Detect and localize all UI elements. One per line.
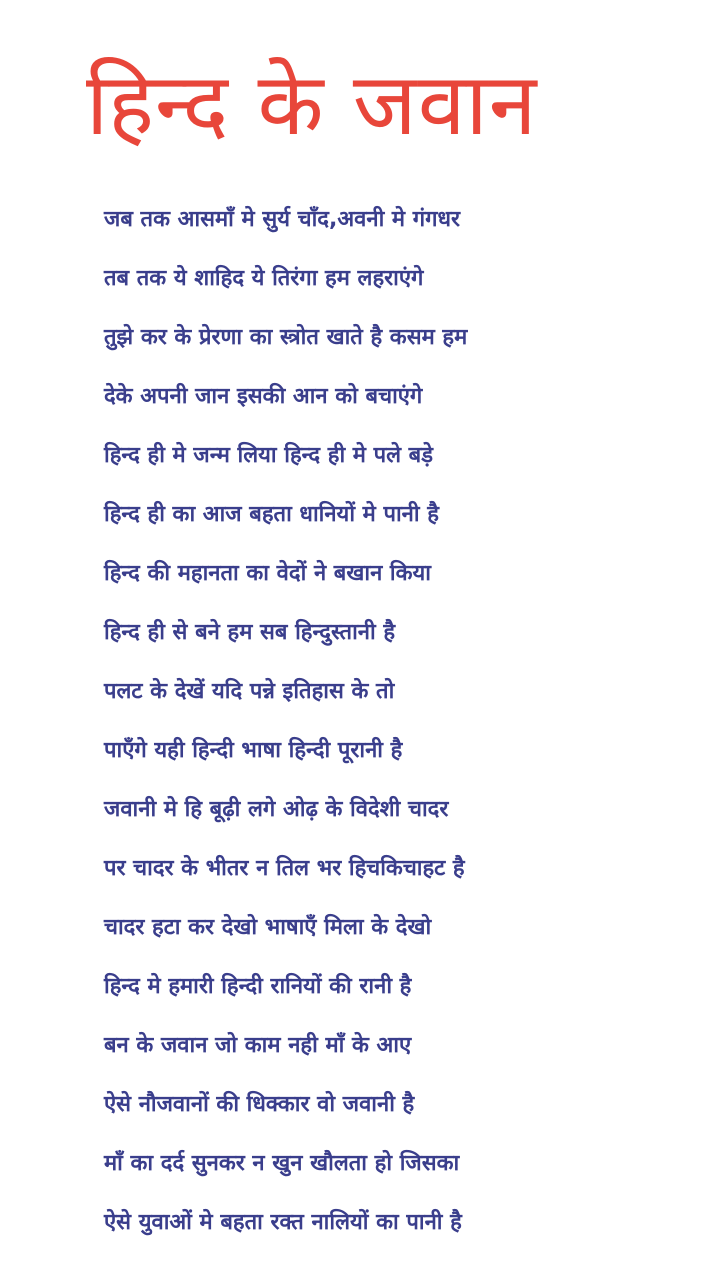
- poem-line: तुझे कर के प्रेरणा का स्त्रोत खाते है कसम हम: [104, 325, 468, 350]
- poem-line: पर चादर के भीतर न तिल भर हिचकिचाहट है: [104, 856, 465, 881]
- poem-lines: [104, 190, 467, 1252]
- poem-line: जब तक आसमाँ मे सुर्य चाँद,अवनी मे गंगधर: [104, 207, 461, 232]
- poem-title: हिन्द के जवान: [86, 55, 538, 155]
- poem-line: जवानी मे हि बूढ़ी लगे ओढ़ के विदेशी चादर: [104, 797, 449, 822]
- poem-line: हिन्द की महानता का वेदों ने बखान किया: [104, 561, 431, 586]
- poem-line: हिन्द ही मे जन्म लिया हिन्द ही मे पले बड़े: [104, 443, 434, 468]
- poem-line: बन के जवान जो काम नही माँ के आए: [104, 1033, 412, 1058]
- poem-line: ऐसे नौजवानों की धिक्कार वो जवानी है: [104, 1092, 415, 1117]
- poem-line: चादर हटा कर देखो भाषाएँ मिला के देखो: [104, 915, 432, 940]
- poem-line: पलट के देखें यदि पन्ने इतिहास के तो: [104, 679, 395, 704]
- poem-line: हिन्द मे हमारी हिन्दी रानियों की रानी है: [104, 974, 412, 999]
- poem-line: देके अपनी जान इसकी आन को बचाएंगे: [104, 384, 423, 409]
- poem-line: तब तक ये शाहिद ये तिरंगा हम लहराएंगे: [104, 266, 424, 291]
- poem-line: पाएँगे यही हिन्दी भाषा हिन्दी पूरानी है: [104, 738, 403, 763]
- poem-line: हिन्द ही का आज बहता धानियों मे पानी है: [104, 502, 439, 527]
- poem-line: हिन्द ही से बने हम सब हिन्दुस्तानी है: [104, 620, 396, 645]
- poem-line: माँ का दर्द सुनकर न खुन खौलता हो जिसका: [104, 1151, 460, 1176]
- poem-line: ऐसे युवाओं मे बहता रक्त नालियों का पानी है: [104, 1210, 462, 1235]
